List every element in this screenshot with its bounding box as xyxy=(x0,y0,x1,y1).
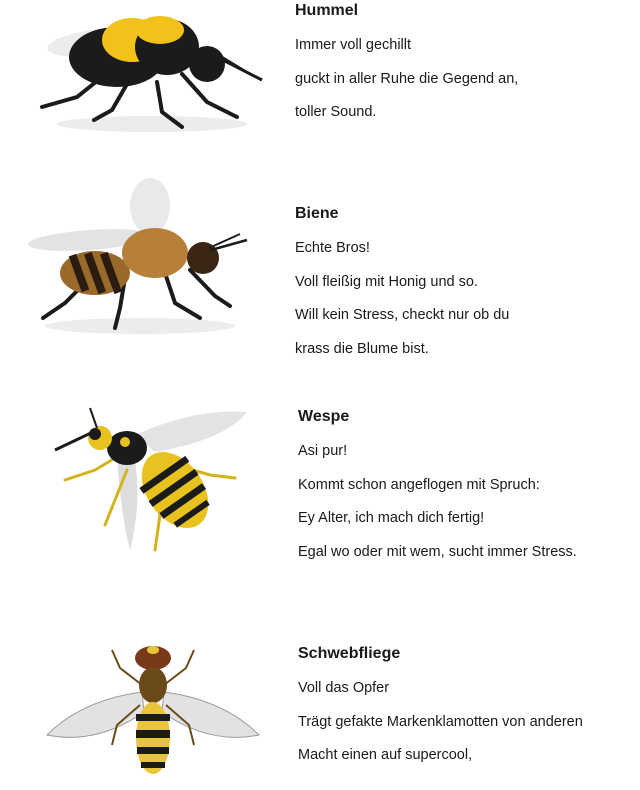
entry-wespe xyxy=(0,398,640,598)
entry-line: guckt in aller Ruhe die Gegend an, xyxy=(295,70,519,87)
entry-line: Ey Alter, ich mach dich fertig! xyxy=(298,510,485,526)
entry-line: Macht einen auf supercool, xyxy=(298,747,473,763)
entry-line: Egal wo oder mit wem, sucht immer Stress. xyxy=(298,543,577,560)
entry-biene xyxy=(0,178,640,388)
entry-title: Wespe xyxy=(298,408,350,425)
entry-line: Will kein Stress, checkt nur ob du xyxy=(295,307,510,323)
entry-text xyxy=(298,645,583,780)
entry-line: Voll das Opfer xyxy=(298,680,390,696)
entry-line: Immer voll gechillt xyxy=(295,37,412,53)
honeybee-icon xyxy=(25,178,255,338)
entry-line: Kommt schon angeflogen mit Spruch: xyxy=(298,476,540,493)
wasp-icon xyxy=(35,400,250,560)
entry-text xyxy=(298,408,577,576)
entry-line: Voll fleißig mit Honig und so. xyxy=(295,273,478,290)
hoverfly-icon xyxy=(42,640,264,785)
entry-schwebfliege xyxy=(0,635,640,785)
entry-text xyxy=(295,2,518,137)
entry-title: Biene xyxy=(295,205,339,222)
entry-title: Hummel xyxy=(295,2,359,19)
entry-line: toller Sound. xyxy=(295,104,377,120)
entry-line: krass die Blume bist. xyxy=(295,340,429,357)
entry-title: Schwebfliege xyxy=(298,645,401,662)
entry-hummel xyxy=(0,0,640,190)
entry-line: Asi pur! xyxy=(298,443,348,459)
bumblebee-icon xyxy=(32,2,272,137)
entry-line: Trägt gefakte Markenklamotten von anderen xyxy=(298,713,583,730)
entry-line: Echte Bros! xyxy=(295,240,370,256)
entry-text xyxy=(295,205,509,373)
